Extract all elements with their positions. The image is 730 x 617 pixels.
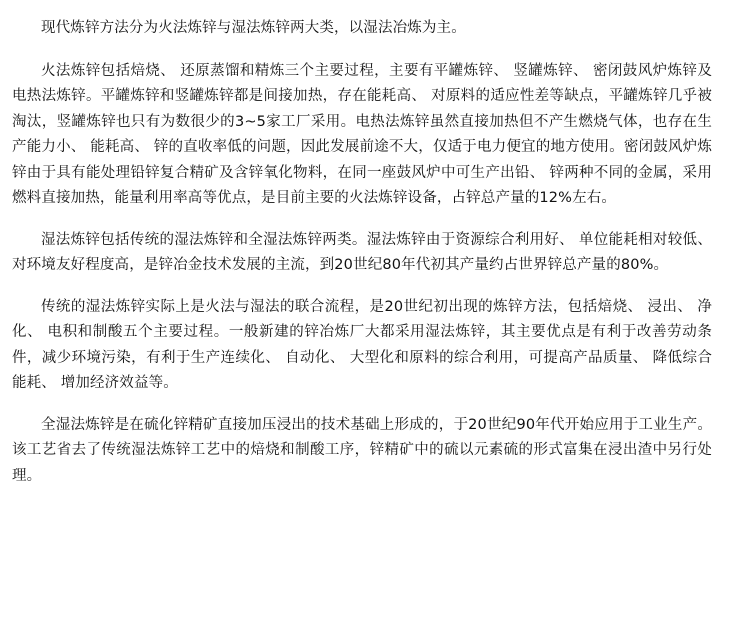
- pyrometallurgy-paragraph: 火法炼锌包括焙烧、 还原蒸馏和精炼三个主要过程，主要有平罐炼锌、 竖罐炼锌、 密闭鼓风炉炼锌及电热法炼锌。平罐炼锌和竖罐炼锌都是间接加热，存在能耗高、 对原料的适应性差等缺点，平罐炼锌几乎被淘汰，竖罐炼锌也只有为数很少的3~5家工厂采用。电热法炼锌虽然直接加热但不产生燃烧气体，也存在生产能力小、 能耗高、 锌的直收率低的问题，因此发展前途不大，仅适于电力便宜的地方使用。密闭鼓风炉炼锌由于具有能处理铅锌复合精矿及含锌氧化物料，在同一座鼓风炉中可生产出铅、 锌两种不同的金属，采用燃料直接加热，能量利用率高等优点，是目前主要的火法炼锌设备，占锌总产量的12%左右。: [12, 62, 712, 206]
- article-body: [12, 16, 712, 489]
- traditional-hydrometallurgy-paragraph: 传统的湿法炼锌实际上是火法与湿法的联合流程，是20世纪初出现的炼锌方法，包括焙烧、 浸出、 净化、 电积和制酸五个主要过程。一般新建的锌冶炼厂大都采用湿法炼锌，其主要优点是有利于改善劳动条件，减少环境污染，有利于生产连续化、 自动化、 大型化和原料的综合利用，可提高产品质量、 降低综合能耗、 增加经济效益等。: [12, 298, 712, 391]
- hydrometallurgy-paragraph: 湿法炼锌包括传统的湿法炼锌和全湿法炼锌两类。湿法炼锌由于资源综合利用好、 单位能耗相对较低、 对环境友好程度高，是锌冶金技术发展的主流，到20世纪80年代初其产量约占世界锌总产量的80%。: [12, 231, 712, 273]
- full-hydrometallurgy-paragraph: 全湿法炼锌是在硫化锌精矿直接加压浸出的技术基础上形成的，于20世纪90年代开始应用于工业生产。该工艺省去了传统湿法炼锌工艺中的焙烧和制酸工序，锌精矿中的硫以元素硫的形式富集在浸出渣中另行处理。: [12, 416, 712, 484]
- intro-paragraph: 现代炼锌方法分为火法炼锌与湿法炼锌两大类，以湿法冶炼为主。: [41, 20, 466, 36]
